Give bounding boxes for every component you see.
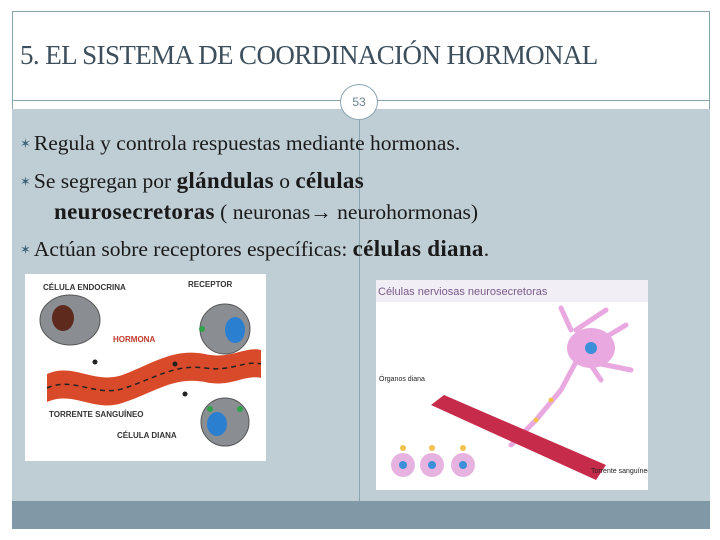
- cell-nucleus: [52, 305, 74, 331]
- bullet-2-rest: ( neuronas→ neurohormonas): [214, 200, 479, 224]
- bullet-1-text: Regula y controla respuestas mediante hormonas.: [33, 131, 461, 155]
- hormone-dot: [173, 362, 178, 367]
- hormone-dot: [183, 392, 188, 397]
- endocrine-diagram-svg: [25, 274, 266, 461]
- hormone-dot: [93, 360, 98, 365]
- bullet-3-end: .: [483, 237, 490, 261]
- label-receptor: RECEPTOR: [188, 280, 233, 289]
- label-target-cell: CÉLULA DIANA: [117, 431, 177, 440]
- neurosecretory-diagram: [376, 280, 648, 490]
- bullet-2-bold-cells: células: [295, 168, 364, 193]
- bullet-icon: ✶: [20, 243, 31, 258]
- endocrine-diagram: [25, 274, 266, 461]
- figure-title: Células nerviosas neurosecretoras: [378, 286, 548, 298]
- bullet-icon: ✶: [20, 175, 31, 190]
- label-blood-stream: TORRENTE SANGUÍNEO: [49, 410, 144, 419]
- vertical-divider: [359, 101, 360, 501]
- target-nucleus-bottom: [207, 412, 227, 436]
- receptor-dot: [237, 406, 243, 412]
- bullet-3-text: Actúan sobre receptores específicas:: [33, 237, 353, 261]
- bullet-2-bold-glands: glándulas: [176, 168, 274, 193]
- bullet-3-bold: células diana: [352, 236, 484, 261]
- neuron-processes: [511, 308, 631, 445]
- label-hormone: HORMONA: [113, 335, 156, 344]
- receptor-dot: [199, 326, 205, 332]
- bullet-icon: ✶: [20, 137, 31, 152]
- label-blood-stream: Torrente sanguíneo: [591, 468, 648, 475]
- neurosecretory-diagram-svg: [376, 280, 648, 490]
- bullet-2: [20, 168, 364, 194]
- bullet-2-bold-neurosecretory: neurosecretoras: [54, 199, 215, 224]
- bullet-2-text: Se segregan por: [33, 169, 177, 193]
- target-nucleus-top: [225, 317, 245, 343]
- bullet-1: [20, 131, 460, 156]
- target-nucleus: [399, 461, 407, 469]
- receptor-dot: [207, 406, 213, 412]
- granule: [460, 445, 466, 451]
- granule: [400, 445, 406, 451]
- bullet-2-connector: o: [273, 169, 296, 193]
- target-nucleus: [459, 461, 467, 469]
- neuron-nucleus: [585, 342, 597, 354]
- label-endocrine-cell: CÉLULA ENDOCRINA: [43, 283, 126, 292]
- granule: [549, 398, 554, 403]
- label-target-organs: Órganos diana: [379, 376, 425, 383]
- bullet-3: [20, 236, 489, 262]
- target-nucleus: [428, 461, 436, 469]
- footer-bar: [12, 501, 710, 529]
- page-number: 53: [352, 95, 366, 109]
- granule: [534, 418, 539, 423]
- slide-title: 5. EL SISTEMA DE COORDINACIÓN HORMONAL: [20, 40, 598, 70]
- bullet-2-continuation: [54, 199, 478, 225]
- granule: [429, 445, 435, 451]
